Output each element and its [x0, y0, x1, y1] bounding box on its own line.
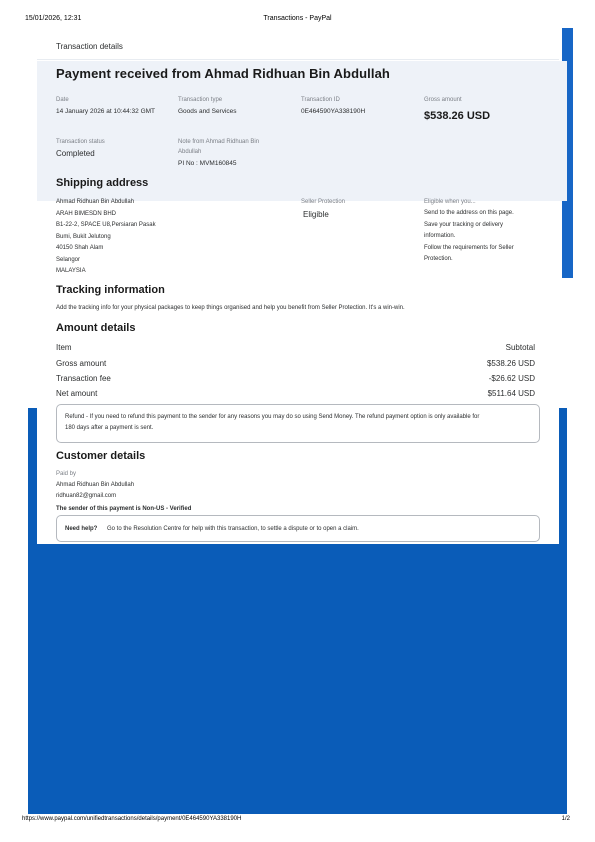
eligible-line: Send to the address on this page.	[424, 210, 514, 216]
address-line: Ahmad Ridhuan Bin Abdullah	[56, 199, 135, 205]
seller-protection-status: Eligible	[303, 210, 329, 219]
note-value: PI No : MVM160845	[178, 160, 237, 167]
amount-row-value: Subtotal	[505, 343, 535, 352]
tracking-title: Tracking information	[56, 284, 165, 296]
paid-by-label: Paid by	[56, 471, 77, 477]
transaction-status-value: Completed	[56, 149, 95, 158]
seller-protection-label: Seller Protection	[301, 199, 346, 205]
note-label-line1: Note from Ahmad Ridhuan Bin	[178, 139, 260, 145]
address-line: Bumi, Bukit Jelutong	[56, 233, 111, 240]
transaction-type-label: Transaction type	[178, 97, 223, 103]
customer-email[interactable]: ridhuan82@gmail.com	[56, 493, 117, 499]
address-line: B1-22-2, SPACE U8,Persiaran Pasak	[56, 222, 156, 228]
amount-row-fee	[56, 374, 535, 386]
help-box	[56, 515, 540, 542]
date-value: 14 January 2026 at 10:44:32 GMT	[56, 108, 156, 115]
transaction-card	[37, 34, 559, 544]
print-footer	[22, 816, 570, 828]
refund-note-box	[56, 404, 540, 443]
address-line: Selangor	[56, 256, 81, 263]
shipping-address-block	[56, 197, 196, 278]
amount-row-value: -$26.62 USD	[488, 374, 535, 383]
tracking-text: Add the tracking info for your physical packages to keep things organised and help you benefit from Seller Protection. It's a win-win.	[56, 305, 405, 311]
verification-status: The sender of this payment is Non-US - Verified	[56, 506, 192, 512]
transaction-type-value: Goods and Services	[178, 108, 237, 115]
page-title: Payment received from Ahmad Ridhuan Bin Abdullah	[56, 66, 390, 81]
amount-row-value: $511.64 USD	[487, 389, 535, 398]
customer-details-title: Customer details	[56, 450, 146, 462]
amount-row-label: Gross amount	[56, 359, 107, 368]
help-text[interactable]: Go to the Resolution Centre for help with this transaction, to settle a dispute or to open a claim.	[107, 526, 359, 532]
gross-amount-value: $538.26 USD	[424, 110, 491, 122]
card-header	[37, 34, 559, 60]
amount-row-label: Item	[56, 343, 72, 352]
address-line: MALAYSIA	[56, 268, 86, 274]
eligible-line: Follow the requirements for Seller	[424, 244, 514, 251]
eligible-line: Save your tracking or delivery	[424, 221, 504, 228]
note-label-line2: Abdullah	[178, 149, 202, 155]
refund-note-line2: 180 days after a payment is sent.	[65, 425, 154, 431]
amount-row-gross	[56, 359, 535, 371]
amount-row-label: Net amount	[56, 389, 98, 398]
print-url: https://www.paypal.com/unifiedtransactions/details/payment/0E464590YA338190H	[22, 816, 242, 822]
eligible-requirements	[424, 208, 549, 266]
transaction-id-label: Transaction ID	[301, 97, 340, 103]
transaction-status-label: Transaction status	[56, 139, 105, 145]
print-datetime: 15/01/2026, 12:31	[25, 15, 82, 22]
card-header-label: Transaction details	[56, 42, 123, 51]
date-label: Date	[56, 97, 69, 103]
gross-amount-label: Gross amount	[424, 97, 462, 103]
shipping-address-title: Shipping address	[56, 177, 149, 189]
amount-row-label: Transaction fee	[56, 374, 111, 383]
amount-row-net	[56, 389, 535, 401]
eligible-line: information.	[424, 233, 456, 239]
transaction-id-value[interactable]: 0E464590YA338190H	[301, 108, 366, 115]
amount-row-header	[56, 343, 535, 355]
address-line: 40150 Shah Alam	[56, 245, 104, 251]
print-page-number: 1/2	[561, 816, 570, 822]
amount-row-value: $538.26 USD	[486, 359, 535, 368]
eligible-when-label: Eligible when you...	[424, 199, 476, 205]
address-line: ARAH BIMESDN BHD	[56, 210, 117, 217]
amount-details-title: Amount details	[56, 322, 136, 334]
refund-note-line1: Refund - If you need to refund this payment to the sender for any reasons you may do so using Send Money. The refund payment option is only available for	[65, 414, 480, 420]
customer-name: Ahmad Ridhuan Bin Abdullah	[56, 482, 135, 488]
help-label: Need help?	[65, 526, 98, 532]
print-header	[25, 15, 570, 27]
eligible-line: Protection.	[424, 256, 453, 262]
print-page-title: Transactions - PayPal	[263, 15, 332, 22]
